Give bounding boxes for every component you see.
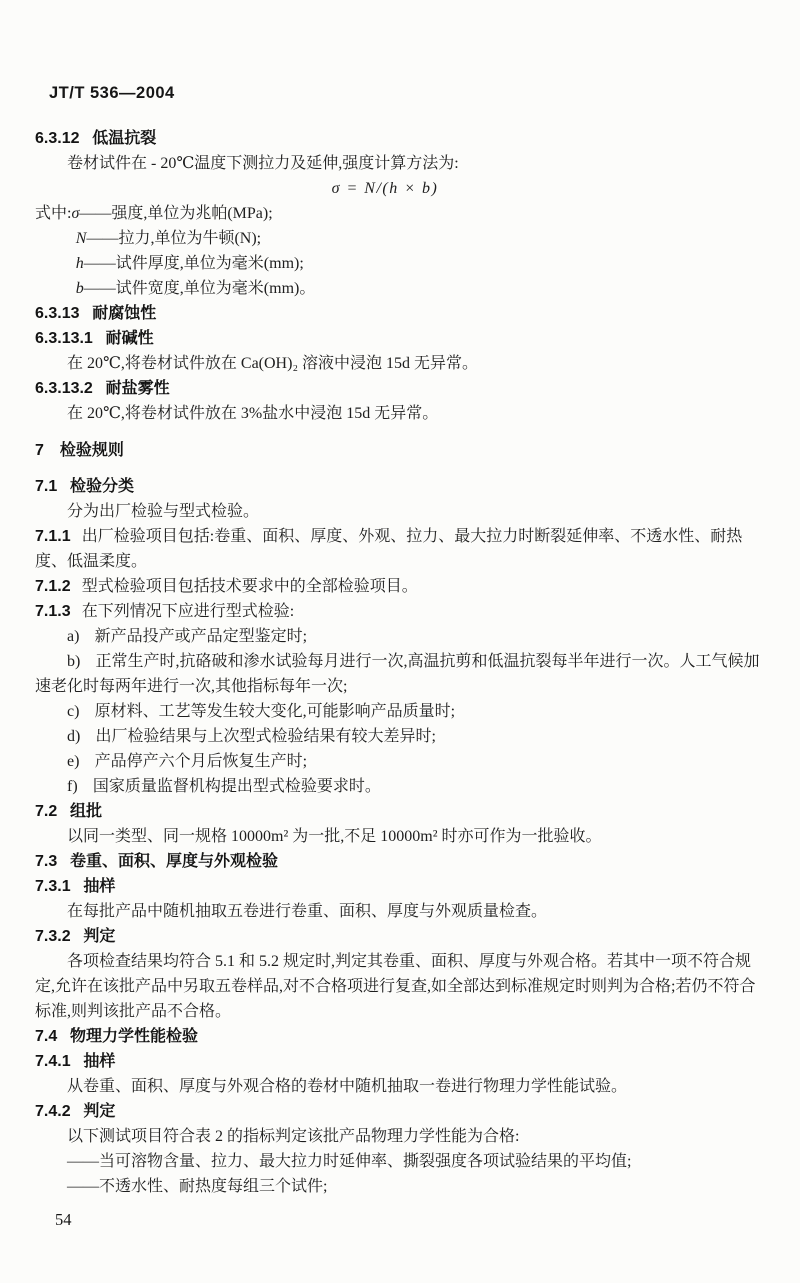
clause-number: 6.3.13.1 [35,330,93,347]
line-text: 新产品投产或产品定型鉴定时; [94,628,308,645]
clause-heading [35,326,765,351]
document-body [35,126,765,1199]
clause-number: 7.4.1 [35,1053,71,1070]
clause-number: 7.4 [35,1028,58,1045]
list-marker: e) [67,753,80,770]
clause-title: 判定 [83,928,116,945]
line-text: 各项检查结果均符合 5.1 和 5.2 规定时,判定其卷重、面积、厚度与外观合格。若其中一项不符合规定,允许在该批产品中另取五卷样品,对不合格项进行复查,如全部达到标准规定时则判为合格;若仍不符合标准,则判该批产品不合格。 [35,953,756,1020]
math-variable: h [75,255,84,272]
clause-heading [35,474,765,499]
line-text: ——强度,单位为兆帕(MPa); [79,205,273,222]
line-text: 在 20℃,将卷材试件放在 3%盐水中浸泡 15d 无异常。 [67,405,439,422]
symbol-definition [35,226,765,251]
symbol-intro [35,201,765,226]
clause-heading [35,126,765,151]
line-text: 在 20℃,将卷材试件放在 Ca(OH)₂ 溶液中浸泡 15d 无异常。 [67,355,479,372]
line-text: 卷材试件在 - 20℃温度下测拉力及延伸,强度计算方法为: [67,155,459,172]
clause-number: 7.1.3 [35,603,71,620]
line-text: 以下测试项目符合表 2 的指标判定该批产品物理力学性能为合格: [67,1128,520,1145]
clause-heading [35,1099,765,1124]
paragraph [35,824,765,849]
line-text: 出厂检验结果与上次型式检验结果有较大差异时; [95,728,436,745]
clause-title: 检验分类 [70,478,135,495]
clause-heading [35,799,765,824]
line-text: ——试件厚度,单位为毫米(mm); [83,255,304,272]
line-text: 型式检验项目包括技术要求中的全部检验项目。 [81,578,418,595]
clause-heading [35,924,765,949]
list-marker: f) [67,778,78,795]
paragraph [35,499,765,524]
clause-title: 判定 [83,1103,116,1120]
list-item [35,649,765,699]
clause-heading [35,1049,765,1074]
line-text: 原材料、工艺等发生较大变化,可能影响产品质量时; [94,703,456,720]
line-text: ——不透水性、耐热度每组三个试件; [67,1178,328,1195]
numbered-paragraph [35,599,765,624]
list-item [35,699,765,724]
formula-line [35,176,765,201]
math-variable: b [75,280,84,297]
numbered-paragraph [35,524,765,574]
clause-number: 7 [35,442,44,459]
page-number: 54 [55,1210,72,1229]
clause-title: 组批 [70,803,103,820]
clause-title: 耐腐蚀性 [92,305,157,322]
clause-number: 7.4.2 [35,1103,71,1120]
clause-number: 7.1.2 [35,578,71,595]
line-text: 正常生产时,抗硌破和渗水试验每月进行一次,高温抗剪和低温抗裂每半年进行一次。人工气候加速老化时每两年进行一次,其他指标每年一次; [35,653,760,695]
list-item [35,774,765,799]
math-variable: N [75,230,87,247]
list-marker: d) [67,728,81,745]
symbol-prefix: 式中: [35,205,72,222]
clause-number: 7.3.1 [35,878,71,895]
list-marker: a) [67,628,80,645]
line-text: 国家质量监督机构提出型式检验要求时。 [92,778,381,795]
paragraph [35,401,765,426]
clause-heading [35,849,765,874]
list-item [35,724,765,749]
clause-title: 抽样 [83,1053,116,1070]
clause-number: 7.3.2 [35,928,71,945]
line-text: ——试件宽度,单位为毫米(mm)。 [83,280,316,297]
line-text: ——当可溶物含量、拉力、最大拉力时延伸率、撕裂强度各项试验结果的平均值; [67,1153,632,1170]
standard-number: JT/T 536—2004 [49,84,175,102]
line-text: σ = N/(h × b) [331,180,439,197]
line-text: 从卷重、面积、厚度与外观合格的卷材中随机抽取一卷进行物理力学性能试验。 [67,1078,628,1095]
clause-title: 抽样 [83,878,116,895]
list-marker: c) [67,703,80,720]
line-text: 分为出厂检验与型式检验。 [67,503,260,520]
list-item [35,624,765,649]
symbol-definition [35,276,765,301]
paragraph [35,151,765,176]
line-text: 出厂检验项目包括:卷重、面积、厚度、外观、拉力、最大拉力时断裂延伸率、不透水性、耐热度、低温柔度。 [35,528,743,570]
list-item [35,749,765,774]
paragraph [35,1124,765,1149]
clause-title: 物理力学性能检验 [70,1028,199,1045]
clause-heading [35,1024,765,1049]
numbered-paragraph [35,574,765,599]
clause-heading [35,301,765,326]
line-text: 产品停产六个月后恢复生产时; [94,753,308,770]
clause-title: 检验规则 [59,442,124,459]
clause-number: 7.1.1 [35,528,71,545]
clause-title: 耐碱性 [105,330,154,347]
list-marker: b) [67,653,81,670]
clause-heading [35,874,765,899]
clause-number: 7.2 [35,803,58,820]
math-variable: σ [71,205,80,222]
line-text: ——拉力,单位为牛顿(N); [86,230,262,247]
clause-title: 耐盐雾性 [105,380,170,397]
line-text: 以同一类型、同一规格 10000m² 为一批,不足 10000m² 时亦可作为一批验收。 [67,828,602,845]
paragraph [35,1149,765,1174]
section-heading [35,438,765,463]
clause-number: 6.3.13.2 [35,380,93,397]
clause-number: 6.3.12 [35,130,80,147]
paragraph [35,899,765,924]
line-text: 在下列情况下应进行型式检验: [81,603,295,620]
symbol-definition [35,251,765,276]
clause-heading [35,376,765,401]
paragraph [35,949,765,1024]
clause-number: 7.3 [35,853,58,870]
line-text: 在每批产品中随机抽取五卷进行卷重、面积、厚度与外观质量检查。 [67,903,548,920]
clause-title: 卷重、面积、厚度与外观检验 [70,853,279,870]
clause-number: 7.1 [35,478,58,495]
paragraph [35,1174,765,1199]
paragraph [35,351,765,376]
paragraph [35,1074,765,1099]
clause-title: 低温抗裂 [92,130,157,147]
clause-number: 6.3.13 [35,305,80,322]
